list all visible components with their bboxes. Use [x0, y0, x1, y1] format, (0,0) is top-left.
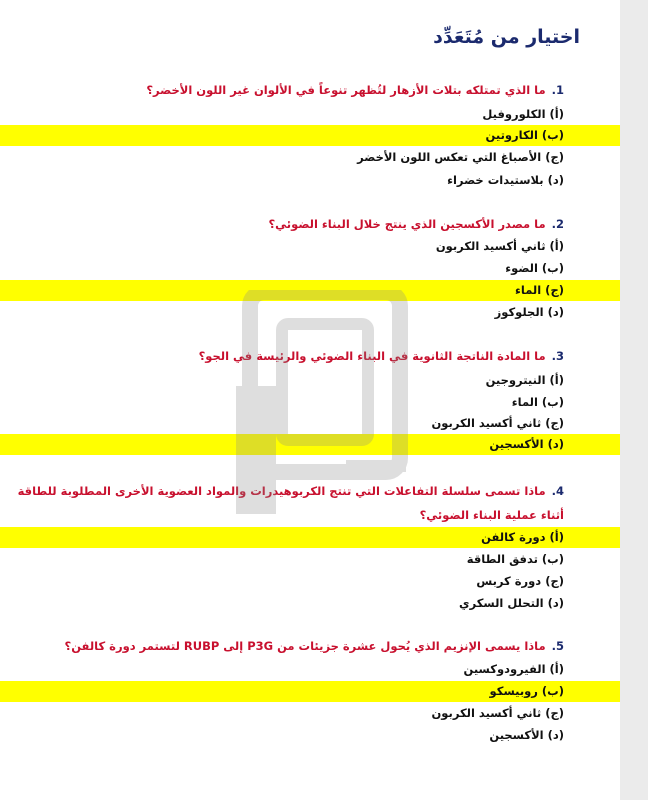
option-3b[interactable]: (ب) الماء [511, 395, 564, 409]
question-text: ما الذي تمتلكه بتلات الأزهار لتُظهر تنوعاً في الألوان غير اللون الأخضر؟ [146, 83, 546, 97]
option-2c-correct[interactable]: (ج) الماء [0, 280, 620, 301]
question-number: 5. [551, 639, 564, 653]
question-5 [8, 634, 564, 658]
question-number: 2. [551, 217, 564, 231]
option-3a[interactable]: (أ) النيتروجين [485, 373, 564, 387]
option-1a[interactable]: (أ) الكلوروفيل [482, 107, 564, 121]
question-text: ماذا يسمى الإنزيم الذي يُحول عشرة جزيئات من P3G إلى RUBP لتستمر دورة كالفن؟ [64, 639, 546, 653]
option-5d[interactable]: (د) الأكسجين [489, 728, 564, 742]
question-text: ما المادة الناتجة الثانوية في البناء الضوئي والرئيسة في الجو؟ [198, 349, 546, 363]
question-text: ماذا تسمى سلسلة التفاعلات التي تنتج الكربوهيدرات والمواد العضوية الأخرى المطلوبة للطاقة أثناء عملية البناء الضوئي؟ [17, 484, 564, 522]
option-1d[interactable]: (د) بلاستيدات خضراء [447, 173, 564, 187]
option-4c[interactable]: (ج) دورة كربس [476, 574, 564, 588]
question-number: 4. [551, 484, 564, 498]
option-4d[interactable]: (د) التحلل السكري [459, 596, 564, 610]
option-3c[interactable]: (ج) ثاني أكسيد الكربون [431, 416, 564, 430]
option-4b[interactable]: (ب) تدفق الطاقة [466, 552, 564, 566]
option-3d-correct[interactable]: (د) الأكسجين [0, 434, 620, 455]
option-2d[interactable]: (د) الجلوكوز [494, 305, 564, 319]
side-strip [620, 0, 648, 800]
page-title: اختيار من مُتَعَدِّد [433, 26, 580, 48]
question-text: ما مصدر الأكسجين الذي ينتج خلال البناء الضوئي؟ [268, 217, 546, 231]
option-2b[interactable]: (ب) الضوء [505, 261, 564, 275]
question-2 [8, 212, 564, 236]
option-1b-correct[interactable]: (ب) الكاروتين [0, 125, 620, 146]
question-number: 1. [551, 83, 564, 97]
option-5b-correct[interactable]: (ب) روبيسكو [0, 681, 620, 702]
option-2a[interactable]: (أ) ثاني أكسيد الكربون [435, 239, 564, 253]
option-5c[interactable]: (ج) ثاني أكسيد الكربون [431, 706, 564, 720]
option-4a-correct[interactable]: (أ) دورة كالفن [0, 527, 620, 548]
watermark-logo-icon [236, 290, 412, 515]
question-1 [8, 78, 564, 102]
question-number: 3. [551, 349, 564, 363]
option-5a[interactable]: (أ) الفيرودوكسين [463, 662, 564, 676]
option-1c[interactable]: (ج) الأصباغ التي تعكس اللون الأخضر [357, 150, 564, 164]
